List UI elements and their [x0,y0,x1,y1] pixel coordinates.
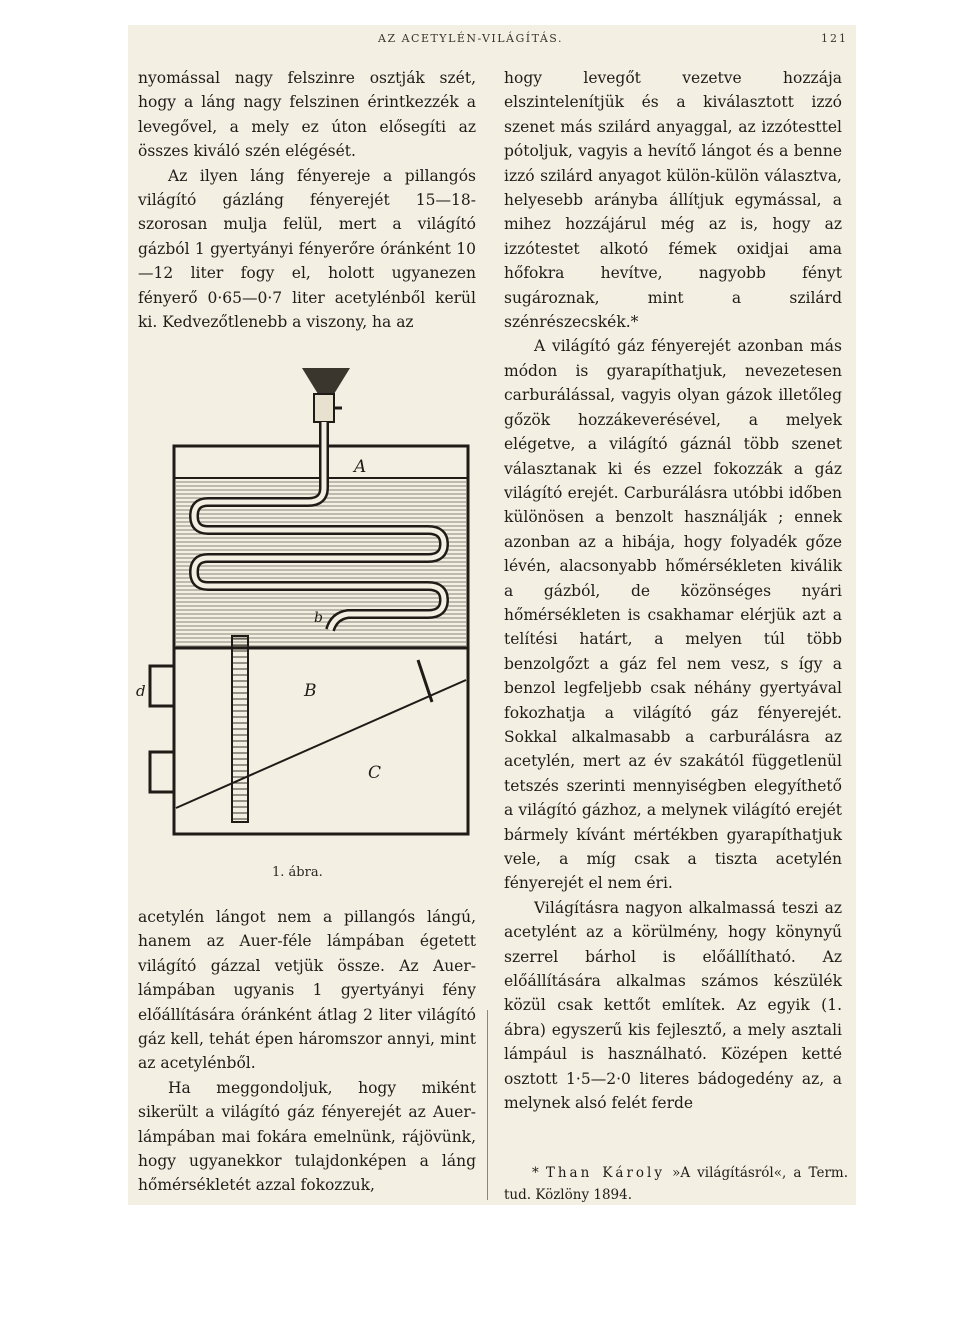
paragraph: acetylén lángot nem a pillangós lángú, hanem az Auer-féle lámpában égetett világító gázzal vetjük össze. Az Auer-lámpában ugyanis 1 gyertyányi fény előállítására óránként átlag 2 liter világító gáz kell, tehát épen háromszor annyi, mint az acetylénből. [138,908,476,1073]
page-number: 121 [821,32,848,45]
burner-valve [314,394,334,422]
figure-caption: 1. ábra. [272,865,323,880]
label-d: d [136,682,146,700]
vertical-tube [232,636,248,822]
footnote-reference: »A világításról«, a Term. tud. Közlöny 1894. [504,1165,848,1203]
left-column-top [138,66,476,334]
label-B: B [304,681,317,701]
footnote [504,1162,848,1206]
burner-head [302,368,350,394]
side-outlet-lower [150,752,174,792]
column-divider [487,1010,488,1200]
figure-1-apparatus [128,360,488,860]
footnote-author: Than Károly [545,1165,666,1181]
header-title: AZ ACETYLÉN-VILÁGÍTÁS. [378,32,563,45]
paragraph: Az ilyen láng fényereje a pillangós világító gázláng fényerejét 15—18-szorosan mulja felül, mert a világító gázból 1 gyertyányi fényerőre óránként 10—12 liter fogy el, holott ugyanezen fényerő 0·65—0·7 liter acetylénből kerül ki. Kedvezőtlenebb a viszony, ha az [138,166,476,332]
paragraph: Világításra nagyon alkalmassá teszi az acetylént az a körülmény, hogy könynyű szerrel bárhol is előállítható. Az előállítására alkalmas számos készülék közül csak kettőt említek. Az egyik (1. ábra) egyszerű kis fejlesztő, a mely asztali lámpául is használható. Középen ketté osztott 1·5—2·0 literes bádogedény az, a melynek alsó felét ferde [504,898,842,1113]
paragraph: A világító gáz fényerejét azonban más módon is gyarapíthatjuk, nevezetesen carburálással, vagyis olyan gázok illetőleg gőzök hozzákeverésével, a melyek elégetve, a világító gáznál több szenet választanak ki és ezzel fokozzák a gáz világító erejét. Carburálásra utóbbi időben különösen a benzolt használják ; ennek azonban az a hibája, hogy folyadék gőze lévén, alacsonyabb hőmérsékleten kiválik a gázból, de közönséges nyári hőmérsékleten is csakhamar elérjük azt a telítési határt, a melyen túl több benzolgőzt a gáz fel nem vesz, s így a benzol legfeljebb csak néhány gyertyával fokozhatja a világító gáz fényerejét. Sokkal alkalmasabb a carburálásra az acetylén, mert az év szakától függetlenül tetszés szerinti mennyiségben elegyíthető a világító gázhoz, a melynek világító erejét bármely kívánt mértékben gyarapíthatjuk vele, a míg csak a tiszta acetylén fényerejét el nem éri. [504,337,842,893]
right-column [504,66,842,1115]
paragraph: hogy levegőt vezetve hozzája elszintelenítjük és a kiválasztott izzó szenet más szilárd anyaggal, az izzótesttel pótoljuk, vagyis a hevítő lángot és a benne izzó szilárd anyagot külön-külön választva, helyesebb arányba állítjuk egymással, a mihez hozzájárul még az is, hogy az izzótestet alkotó fémek oxidjai ama hőfokra hevítve, nagyobb fényt sugároznak, mint a szilárd szénrészecskék.* [504,69,842,332]
left-column-bottom [138,905,476,1198]
paragraph: nyomással nagy felszinre osztják szét, hogy a láng nagy felszinen érintkezzék a levegővel, a mely ez úton elősegíti az összes kiváló szén elégését. [138,69,476,161]
label-C: C [368,763,382,783]
paragraph: Ha meggondoljuk, hogy miként sikerült a világító gáz fényerejét az Auer-lámpában mai fokára emelnünk, rájövünk, hogy ugyanekkor tulajdonképen a láng hőmérsékletét azzal fokozzuk, [138,1078,476,1195]
footnote-marker: * [532,1165,546,1181]
apparatus-diagram [128,360,488,860]
label-b: b [314,610,323,626]
label-A: A [354,457,367,477]
side-outlet-upper [150,666,174,706]
